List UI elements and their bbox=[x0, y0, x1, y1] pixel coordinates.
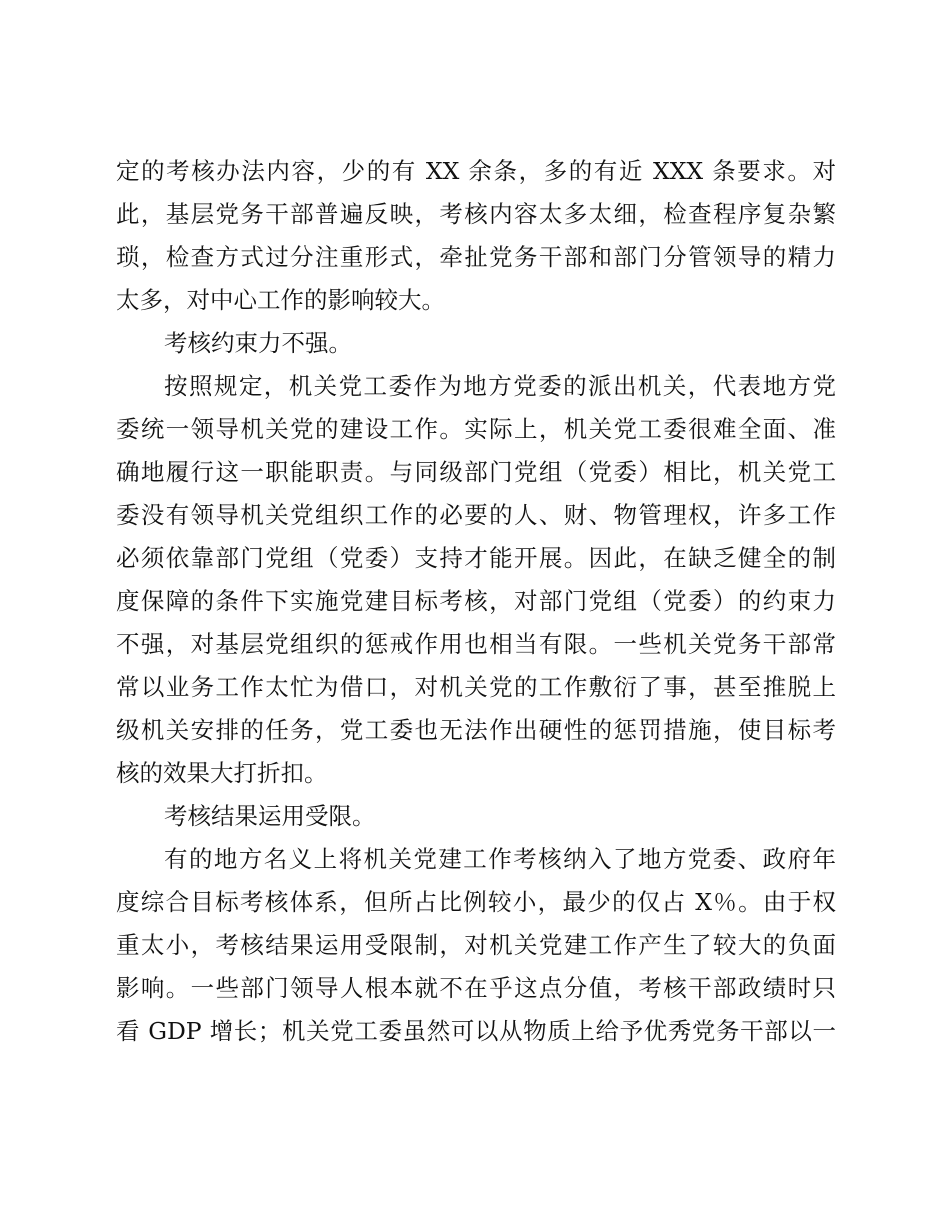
section-heading: 考核约束力不强。 bbox=[164, 329, 352, 357]
text-line: 度综合目标考核体系，但所占比例较小，最少的仅占 X％。由于权 bbox=[116, 888, 836, 916]
text-line: 委没有领导机关党组织工作的必要的人、财、物管理权，许多工作 bbox=[116, 501, 836, 529]
text-line: 按照规定，机关党工委作为地方党委的派出机关，代表地方党 bbox=[164, 372, 836, 400]
text-line: 级机关安排的任务，党工委也无法作出硬性的惩罚措施，使目标考 bbox=[116, 716, 836, 744]
text-line: 有的地方名义上将机关党建工作考核纳入了地方党委、政府年 bbox=[164, 845, 836, 873]
text-line: 核的效果大打折扣。 bbox=[116, 759, 328, 787]
text-line: 常以业务工作太忙为借口，对机关党的工作敷衍了事，甚至推脱上 bbox=[116, 673, 836, 701]
section-heading: 考核结果运用受限。 bbox=[164, 802, 376, 830]
text-line: 影响。一些部门领导人根本就不在乎这点分值，考核干部政绩时只 bbox=[116, 974, 836, 1002]
text-line: 必须依靠部门党组（党委）支持才能开展。因此，在缺乏健全的制 bbox=[116, 544, 836, 572]
text-line: 看 GDP 增长；机关党工委虽然可以从物质上给予优秀党务干部以一 bbox=[116, 1017, 836, 1045]
text-line: 琐，检查方式过分注重形式，牵扯党务干部和部门分管领导的精力 bbox=[116, 243, 836, 271]
text-line: 重太小，考核结果运用受限制，对机关党建工作产生了较大的负面 bbox=[116, 931, 836, 959]
text-line: 不强，对基层党组织的惩戒作用也相当有限。一些机关党务干部常 bbox=[116, 630, 836, 658]
text-line: 太多，对中心工作的影响较大。 bbox=[116, 286, 445, 314]
text-line: 此，基层党务干部普遍反映，考核内容太多太细，检查程序复杂繁 bbox=[116, 200, 836, 228]
text-line: 度保障的条件下实施党建目标考核，对部门党组（党委）的约束力 bbox=[116, 587, 836, 615]
text-line: 确地履行这一职能职责。与同级部门党组（党委）相比，机关党工 bbox=[116, 458, 836, 486]
text-line: 定的考核办法内容，少的有 XX 余条，多的有近 XXX 条要求。对 bbox=[116, 157, 836, 185]
text-line: 委统一领导机关党的建设工作。实际上，机关党工委很难全面、准 bbox=[116, 415, 836, 443]
